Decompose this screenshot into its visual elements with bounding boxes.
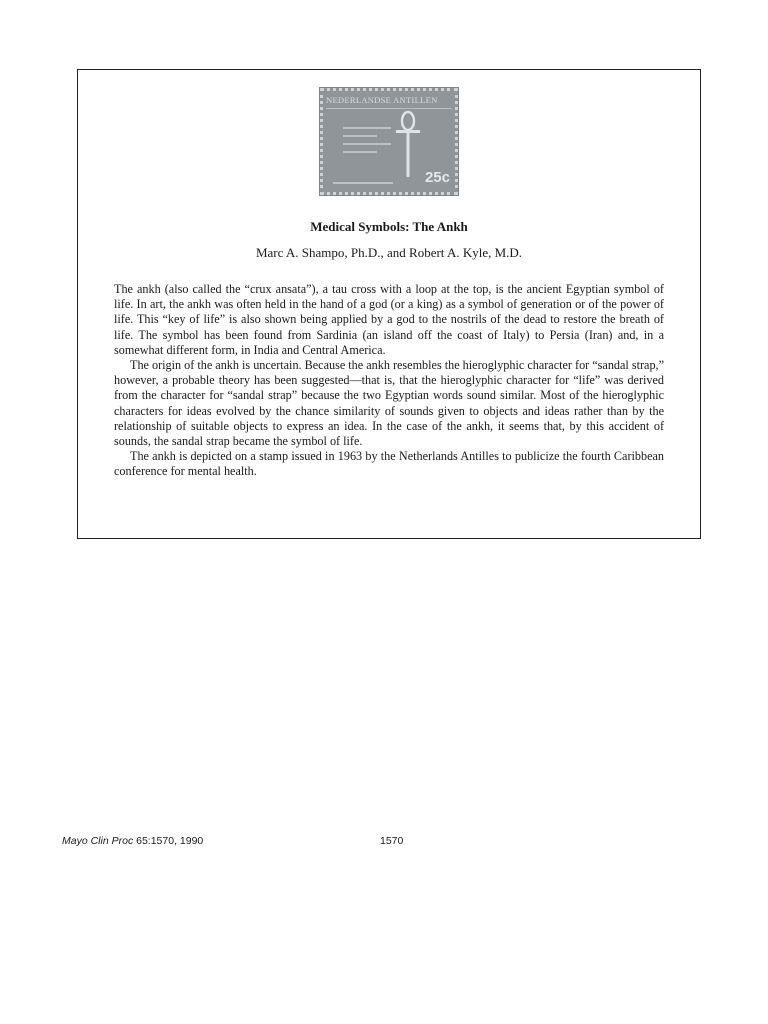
stamp-small-text: [343, 127, 391, 159]
article-body: [114, 282, 664, 480]
article-title: Medical Symbols: The Ankh: [310, 219, 468, 234]
page-number: 1570: [380, 835, 404, 847]
stamp-country: NEDERLANDSE ANTILLEN: [326, 95, 452, 109]
stamp-caption: [333, 182, 393, 184]
journal-name: Mayo Clin Proc: [62, 835, 134, 847]
ankh-stamp-image: [320, 88, 458, 195]
paragraph: The origin of the ankh is uncertain. Because the ankh resembles the hieroglyphic character for “sandal strap,” however, a probable theory has been suggested—that is, that the hieroglyphic character for “life” was derived from the character for “sandal strap” because the two Egyptian words sound similar. Most of the hieroglyphic characters for ideas evolved by the chance similarity of sounds given to objects and ideas rather than by the relationship of suitable objects to express an idea. In the case of the ankh, it seems that, by this accident of sounds, the sandal strap became the symbol of life.: [114, 358, 665, 449]
ankh-icon: [393, 109, 423, 179]
citation-details: 65:1570, 1990: [136, 835, 204, 847]
footer-citation: [62, 835, 203, 847]
stamp-value: 25c: [424, 169, 450, 186]
paragraph: The ankh (also called the “crux ansata”), a tau cross with a loop at the top, is the ancient Egyptian symbol of life. In art, the ankh was often held in the hand of a god (or a king) as a symbol of generation or of the power of life. This “key of life” is also shown being applied by a god to the nostrils of the dead to restore the breath of life. The symbol has been found from Sardinia (an island off the coast of Italy) to Persia (Iran) and, in a somewhat different form, in India and Central America.: [114, 282, 664, 357]
article-authors: Marc A. Shampo, Ph.D., and Robert A. Kyle, M.D.: [255, 245, 523, 260]
paragraph: The ankh is depicted on a stamp issued in 1963 by the Netherlands Antilles to publicize the fourth Caribbean conference for mental health.: [114, 449, 664, 479]
